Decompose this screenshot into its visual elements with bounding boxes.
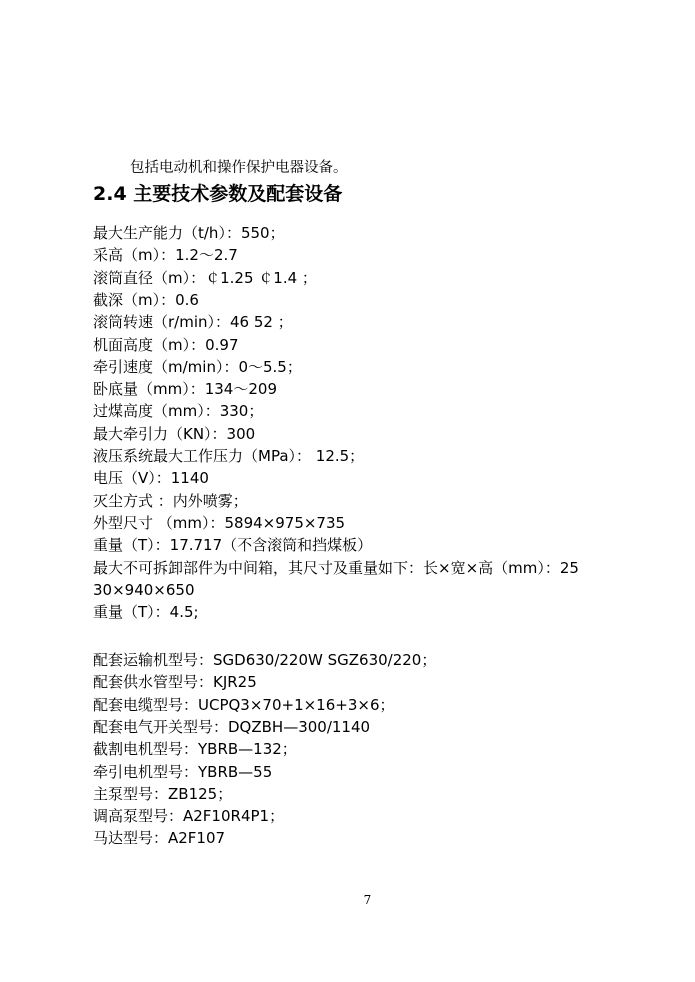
spec-line: 采高（m）：1.2～2.7: [93, 246, 238, 265]
spec-line: 滚筒直径（m）：￠1.25 ￠1.4 ；: [93, 268, 317, 287]
equipment-line: 牵引电机型号：YBRB—55: [93, 762, 273, 781]
spec-line: 30×940×650: [93, 580, 195, 599]
spec-line: 机面高度（m）：0.97: [93, 335, 239, 354]
spec-line: 外型尺寸 （mm）：5894×975×735: [93, 513, 346, 532]
equipment-line: 配套运输机型号：SGD630/220W SGZ630/220；: [93, 651, 437, 669]
spec-line: 过煤高度（mm）：330；: [93, 402, 264, 421]
equipment-line: 马达型号：A2F107: [93, 829, 226, 848]
equipment-line: 主泵型号：ZB125；: [93, 784, 233, 803]
spec-line: 截深（m）：0.6: [93, 290, 199, 309]
spec-line: 电压（V）：1140: [93, 469, 209, 488]
page-number: 7: [363, 893, 372, 907]
spec-line: 液压系统最大工作压力（MPa）： 12.5；: [93, 447, 365, 465]
equipment-line: 配套电缆型号：UCPQ3×70+1×16+3×6；: [93, 695, 395, 714]
lead-paragraph: 包括电动机和操作保护电器设备。: [130, 160, 348, 176]
section-heading: 2.4 主要技术参数及配套设备: [93, 183, 343, 205]
equipment-line: 调高泵型号：A2F10R4P1；: [93, 807, 285, 826]
spec-line: 牵引速度（m/min）：0～5.5；: [93, 357, 302, 376]
spec-line: 卧底量（mm）：134～209: [93, 380, 277, 399]
spec-line: 重量（T）：17.717（不含滚筒和挡煤板）: [93, 536, 373, 555]
equipment-line: 配套电气开关型号：DQZBH—300/1140: [93, 717, 371, 736]
spec-line: 最大牵引力（KN）：300: [93, 424, 256, 443]
equipment-line: 截割电机型号：YBRB—132；: [93, 740, 297, 759]
spec-line: 灭尘方式 ：内外喷雾；: [93, 491, 248, 510]
equipment-line: 配套供水管型号：KJR25: [93, 673, 257, 692]
spec-line: 重量（T）：4.5;: [93, 603, 199, 622]
spec-line: 最大生产能力（t/h）：550；: [93, 224, 285, 242]
spec-line: 滚筒转速（r/min）：46 52 ；: [93, 313, 293, 332]
spec-line: 最大不可拆卸部件为中间箱，其尺寸及重量如下：长×宽×高（mm）：25: [93, 558, 579, 577]
